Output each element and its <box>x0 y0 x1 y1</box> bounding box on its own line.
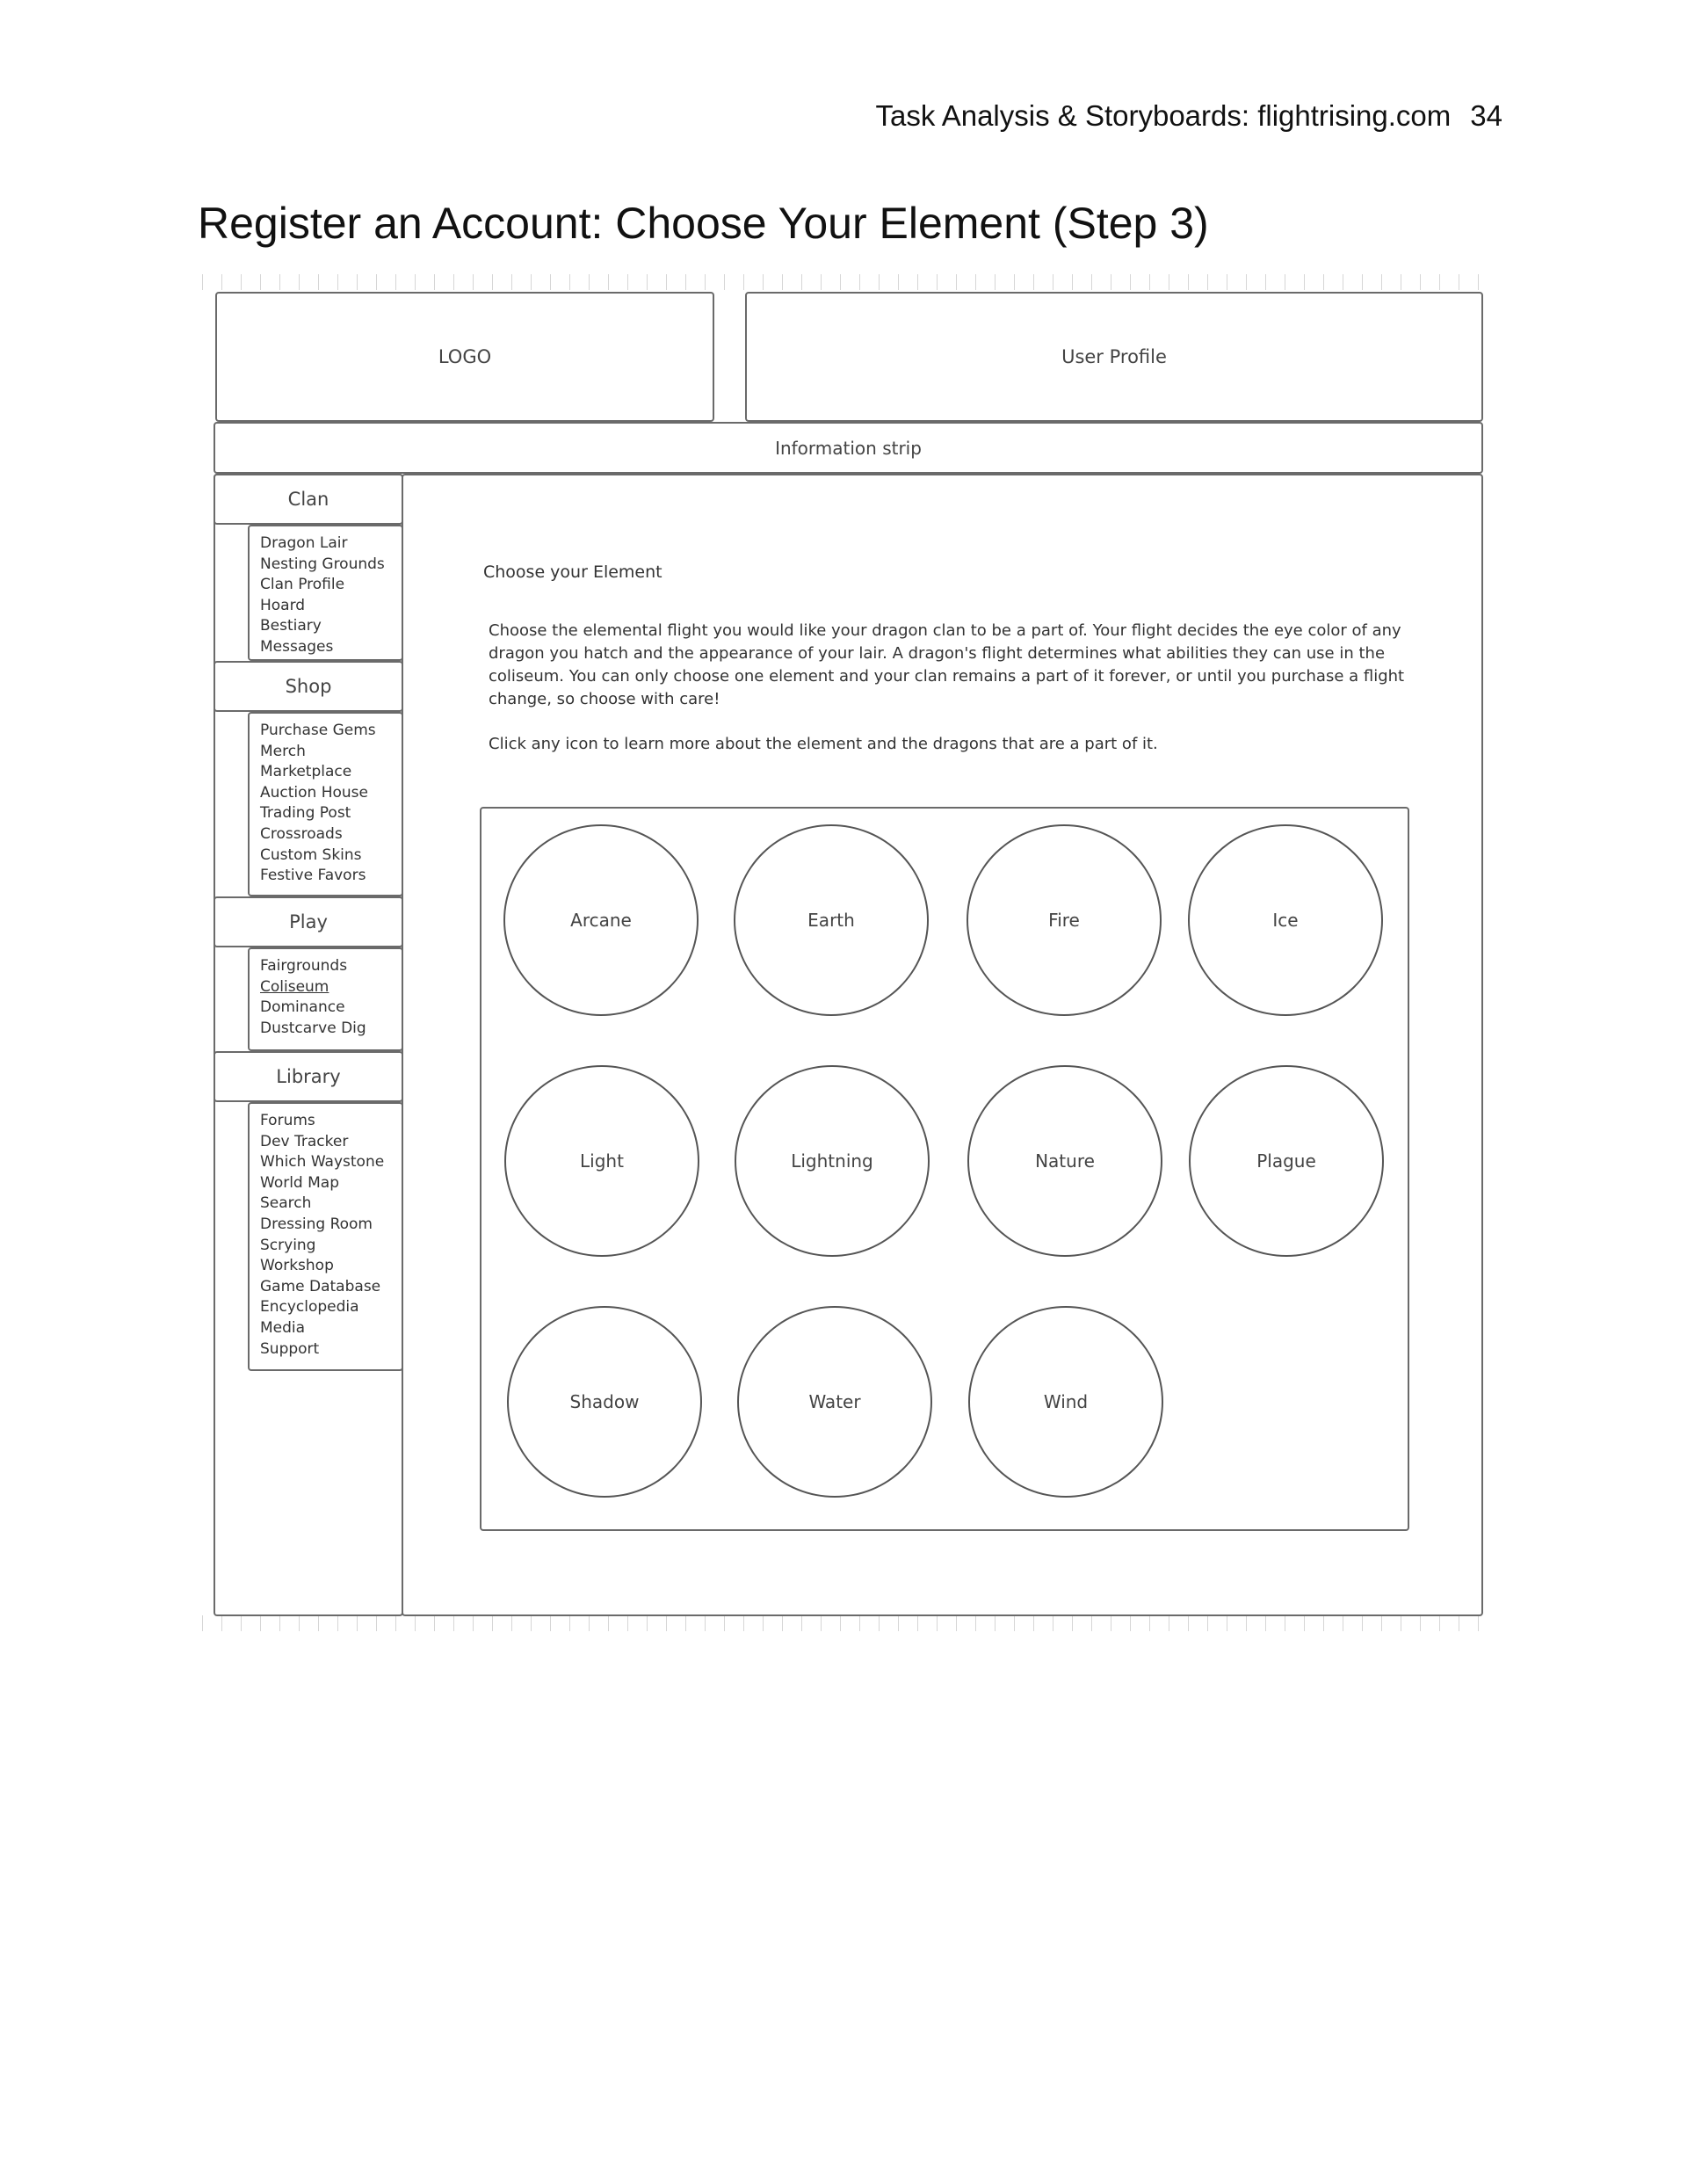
nav-item-game-database[interactable]: Game Database <box>260 1277 381 1295</box>
nav-item-nesting-grounds[interactable]: Nesting Grounds <box>260 555 385 573</box>
nav-item-clan-profile[interactable]: Clan Profile <box>260 576 345 594</box>
element-ice-label: Ice <box>1272 910 1299 931</box>
nav-item-merch[interactable]: Merch <box>260 742 306 760</box>
element-arcane-button[interactable] <box>503 824 699 1016</box>
nav-item-which-waystone[interactable]: Which Waystone <box>260 1153 385 1172</box>
canvas-ruler <box>202 1615 1485 1631</box>
element-wind-label: Wind <box>1043 1391 1089 1412</box>
element-arcane-label: Arcane <box>570 910 632 931</box>
nav-item-crossroads[interactable]: Crossroads <box>260 824 343 843</box>
user-profile-placeholder[interactable] <box>745 292 1483 422</box>
nav-item-scrying[interactable]: Scrying <box>260 1236 316 1254</box>
element-lightning-button[interactable] <box>735 1065 930 1257</box>
element-fire-label: Fire <box>1048 910 1080 931</box>
nav-item-dressing-room[interactable]: Dressing Room <box>260 1215 373 1233</box>
nav-item-encyclopedia[interactable]: Encyclopedia <box>260 1298 359 1317</box>
nav-item-support[interactable]: Support <box>260 1339 320 1358</box>
nav-header-clan[interactable] <box>214 474 403 525</box>
information-strip <box>214 422 1483 474</box>
nav-list-shop <box>248 712 403 896</box>
nav-item-coliseum[interactable]: Coliseum <box>260 977 329 996</box>
running-header <box>817 99 1502 133</box>
nav-header-shop-label: Shop <box>285 676 332 697</box>
element-fire-button[interactable] <box>967 824 1162 1016</box>
nav-item-auction-house[interactable]: Auction House <box>260 783 368 802</box>
nav-header-play-label: Play <box>289 911 328 932</box>
nav-item-hoard[interactable]: Hoard <box>260 596 306 614</box>
nav-item-fairgrounds[interactable]: Fairgrounds <box>260 957 348 975</box>
nav-item-world-map[interactable]: World Map <box>260 1173 339 1192</box>
element-water-label: Water <box>808 1391 861 1412</box>
element-wind-button[interactable] <box>968 1306 1163 1498</box>
choose-element-heading: Choose your Element <box>483 562 662 582</box>
element-earth-button[interactable] <box>734 824 929 1016</box>
nav-list-clan <box>248 525 403 661</box>
nav-item-dragon-lair[interactable]: Dragon Lair <box>260 534 348 552</box>
element-water-button[interactable] <box>737 1306 932 1498</box>
nav-header-play[interactable] <box>214 896 403 947</box>
running-header-text: Task Analysis & Storyboards: flightrising.com <box>875 99 1452 132</box>
nav-item-search[interactable]: Search <box>260 1194 312 1213</box>
element-ice-button[interactable] <box>1188 824 1383 1016</box>
logo-label: LOGO <box>438 346 492 367</box>
nav-item-bestiary[interactable]: Bestiary <box>260 617 322 635</box>
element-description: Choose the elemental flight you would like your dragon clan to be a part of. Your flight decides the eye color of any dragon you hatch and the appearance of your lair. A dragon's flight determines what abilities they can use in the coliseum. You can only choose one element and your clan remains a part of it forever, or until you purchase a flight change, so choose with care! <box>489 621 1405 708</box>
element-plague-button[interactable] <box>1189 1065 1384 1257</box>
nav-header-shop[interactable] <box>214 661 403 712</box>
element-shadow-button[interactable] <box>507 1306 702 1498</box>
logo-placeholder[interactable] <box>215 292 714 422</box>
nav-item-marketplace[interactable]: Marketplace <box>260 763 352 781</box>
element-help-text: Click any icon to learn more about the element and the dragons that are a part of it. <box>489 735 1158 753</box>
element-nature-button[interactable] <box>967 1065 1162 1257</box>
nav-item-dominance[interactable]: Dominance <box>260 998 345 1017</box>
nav-item-trading-post[interactable]: Trading Post <box>260 804 351 823</box>
nav-item-workshop[interactable]: Workshop <box>260 1257 334 1275</box>
element-light-label: Light <box>580 1150 624 1172</box>
page-title: Register an Account: Choose Your Element (Step 3) <box>198 199 1209 248</box>
nav-list-play <box>248 947 403 1051</box>
nav-item-forums[interactable]: Forums <box>260 1112 315 1129</box>
user-profile-label: User Profile <box>1061 346 1167 367</box>
nav-item-dev-tracker[interactable]: Dev Tracker <box>260 1132 349 1150</box>
page-number: 34 <box>1470 99 1502 132</box>
nav-item-media[interactable]: Media <box>260 1318 306 1337</box>
nav-item-dustcarve-dig[interactable]: Dustcarve Dig <box>260 1019 366 1037</box>
nav-header-clan-label: Clan <box>287 489 329 510</box>
nav-item-festive-favors[interactable]: Festive Favors <box>260 867 366 885</box>
element-nature-label: Nature <box>1035 1150 1095 1172</box>
element-plague-label: Plague <box>1256 1150 1316 1172</box>
nav-header-library-label: Library <box>276 1066 341 1087</box>
element-shadow-label: Shadow <box>569 1391 640 1412</box>
nav-list-library <box>248 1102 403 1371</box>
element-light-button[interactable] <box>504 1065 699 1257</box>
nav-header-library[interactable] <box>214 1051 403 1102</box>
information-strip-label: Information strip <box>775 437 922 459</box>
element-earth-label: Earth <box>807 910 855 931</box>
element-lightning-label: Lightning <box>791 1150 873 1172</box>
nav-item-purchase-gems[interactable]: Purchase Gems <box>260 722 376 739</box>
nav-item-custom-skins[interactable]: Custom Skins <box>260 845 362 864</box>
nav-item-messages[interactable]: Messages <box>260 637 334 656</box>
